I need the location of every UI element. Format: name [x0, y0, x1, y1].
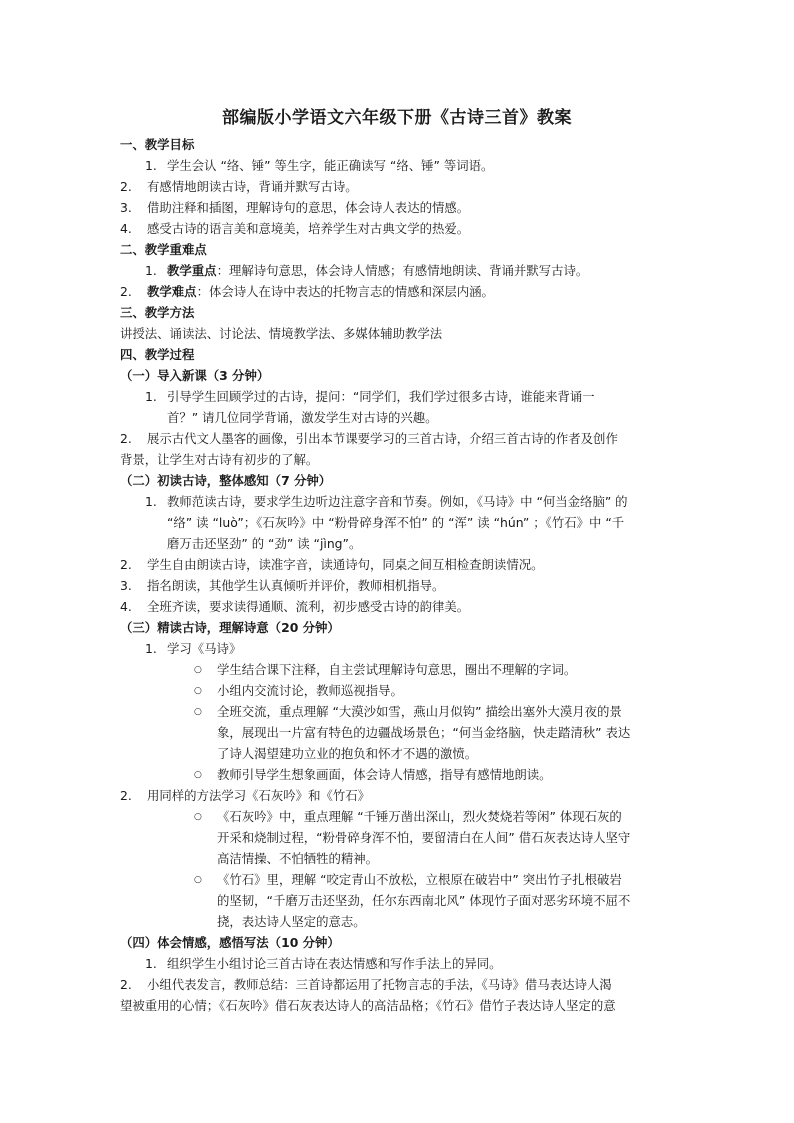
- list-text-continuation: 磨万击还坚劲” 的 “劲” 读 “jìng”。: [167, 536, 362, 551]
- keyword-label: 教学重点: [167, 263, 217, 278]
- bullet-marker: ○: [194, 665, 202, 675]
- list-number: 2.: [120, 179, 132, 194]
- list-item: [145, 954, 502, 975]
- sub-list-text: 全班交流，重点理解 “大漠沙如雪，燕山月似钩” 描绘出塞外大漠月夜的景: [217, 704, 622, 719]
- subsection-heading: （三）精读古诗，理解诗意（20 分钟）: [120, 620, 340, 635]
- list-text: 有感情地朗读古诗，背诵并默写古诗。: [147, 179, 358, 194]
- sub-list-text-continuation: 高洁情操、不怕牺牲的精神。: [217, 851, 379, 866]
- section-heading-process: 四、教学过程: [120, 347, 195, 362]
- list-item: [120, 198, 469, 219]
- section-heading-methods: 三、教学方法: [120, 305, 195, 320]
- bullet-marker: ○: [194, 686, 202, 696]
- list-text-continuation: 背景，让学生对古诗有初步的了解。: [120, 452, 319, 467]
- sub-list-text: 《竹石》里，理解 “咬定青山不放松，立根原在破岩中” 突出竹子扎根破岩: [217, 872, 622, 887]
- list-number: 2.: [120, 977, 132, 992]
- sub-list-text-continuation: 了诗人渴望建功立业的抱负和怀才不遇的激愤。: [217, 746, 478, 761]
- list-item: [120, 555, 544, 576]
- list-text: 全班齐读，要求读得通顺、流利，初步感受古诗的韵律美。: [147, 599, 470, 614]
- list-number: 2.: [120, 431, 132, 446]
- list-text: 感受古诗的语言美和意境美，培养学生对古典文学的热爱。: [147, 221, 470, 236]
- list-text: 展示古代文人墨客的画像，引出本节课要学习的三首古诗，介绍三首古诗的作者及创作: [147, 431, 618, 446]
- list-item: [145, 492, 628, 513]
- list-text: 学生会认 “络、锤” 等生字，能正确读写 “络、锤” 等词语。: [167, 158, 494, 173]
- list-item: [145, 261, 588, 282]
- section-heading-key-points: 二、教学重难点: [120, 242, 207, 257]
- sub-list-text-continuation: 挠，表达诗人坚定的意志。: [217, 914, 366, 929]
- list-item: [120, 282, 494, 303]
- methods-text: 讲授法、诵读法、讨论法、情境教学法、多媒体辅助教学法: [120, 326, 443, 341]
- list-text: 组织学生小组讨论三首古诗在表达情感和写作手法上的异同。: [167, 956, 502, 971]
- sub-list-text: 学生结合课下注释，自主尝试理解诗句意思，圈出不理解的字词。: [217, 662, 577, 677]
- list-number: 1.: [145, 158, 157, 173]
- list-number: 2.: [120, 284, 132, 299]
- list-item: [120, 177, 358, 198]
- list-text: ：体会诗人在诗中表达的托物言志的情感和深层内涵。: [196, 284, 494, 299]
- bullet-marker: ○: [194, 875, 202, 885]
- list-number: 1.: [145, 956, 157, 971]
- list-item: [120, 786, 370, 807]
- section-heading-objectives: 一、教学目标: [120, 137, 195, 152]
- subsection-heading: （二）初读古诗，整体感知（7 分钟）: [120, 473, 332, 488]
- list-item: [120, 429, 618, 450]
- list-item: [145, 639, 241, 660]
- list-item: [120, 219, 469, 240]
- list-item: [120, 975, 612, 996]
- sub-list-text-continuation: 的坚韧，“千磨万击还坚劲，任尔东西南北风” 体现竹子面对恶劣环境不屈不: [217, 893, 631, 908]
- list-number: 1.: [145, 494, 157, 509]
- subsection-heading: （一）导入新课（3 分钟）: [120, 368, 270, 383]
- list-number: 3.: [120, 200, 132, 215]
- list-number: 2.: [120, 788, 132, 803]
- list-number: 4.: [120, 221, 132, 236]
- page-title: 部编版小学语文六年级下册《古诗三首》教案: [222, 108, 572, 128]
- list-number: 2.: [120, 557, 132, 572]
- list-text: 教师范读古诗，要求学生边听边注意字音和节奏。例如，《马诗》中 “何当金络脑” 的: [167, 494, 628, 509]
- bullet-marker: ○: [194, 770, 202, 780]
- list-text: 引导学生回顾学过的古诗，提问：“同学们，我们学过很多古诗，谁能来背诵一: [167, 389, 595, 404]
- list-number: 1.: [145, 389, 157, 404]
- list-item: [120, 576, 444, 597]
- sub-list-text: 教师引导学生想象画面，体会诗人情感，指导有感情地朗读。: [217, 767, 552, 782]
- list-text-continuation: “络” 读 “luò”；《石灰吟》中 “粉骨碎身浑不怕” 的 “浑” 读 “hún” ；《竹石》中 “千: [167, 515, 625, 530]
- list-item: [145, 156, 493, 177]
- list-number: 1.: [145, 641, 157, 656]
- list-text: 用同样的方法学习《石灰吟》和《竹石》: [147, 788, 371, 803]
- subsection-heading: （四）体会情感，感悟写法（10 分钟）: [120, 935, 340, 950]
- list-text: 小组代表发言，教师总结：三首诗都运用了托物言志的手法，《马诗》借马表达诗人渴: [147, 977, 612, 992]
- list-item: [145, 387, 595, 408]
- list-text: ：理解诗句意思，体会诗人情感；有感情地朗读、背诵并默写古诗。: [216, 263, 589, 278]
- list-item: [120, 597, 469, 618]
- sub-list-text: 《石灰吟》中，重点理解 “千锤万凿出深山，烈火焚烧若等闲” 体现石灰的: [217, 809, 622, 824]
- keyword-label: 教学难点: [147, 284, 197, 299]
- list-text: 学习《马诗》: [167, 641, 242, 656]
- sub-list-text-continuation: 象，展现出一片富有特色的边疆战场景色；“何当金络脑，快走踏清秋” 表达: [217, 725, 631, 740]
- sub-list-text: 小组内交流讨论，教师巡视指导。: [217, 683, 403, 698]
- bullet-marker: ○: [194, 812, 202, 822]
- list-text: 借助注释和插图，理解诗句的意思，体会诗人表达的情感。: [147, 200, 470, 215]
- sub-list-text-continuation: 开采和烧制过程，“粉骨碎身浑不怕，要留清白在人间” 借石灰表达诗人坚守: [217, 830, 631, 845]
- list-text: 指名朗读，其他学生认真倾听并评价，教师相机指导。: [147, 578, 445, 593]
- list-text: 学生自由朗读古诗，读准字音，读通诗句，同桌之间互相检查朗读情况。: [147, 557, 544, 572]
- list-number: 1.: [145, 263, 157, 278]
- list-number: 3.: [120, 578, 132, 593]
- list-text-continuation: 望被重用的心情；《石灰吟》借石灰表达诗人的高洁品格；《竹石》借竹子表达诗人坚定的意: [120, 998, 616, 1013]
- list-text-continuation: 首？” 请几位同学背诵，激发学生对古诗的兴趣。: [167, 410, 438, 425]
- list-number: 4.: [120, 599, 132, 614]
- bullet-marker: ○: [194, 707, 202, 717]
